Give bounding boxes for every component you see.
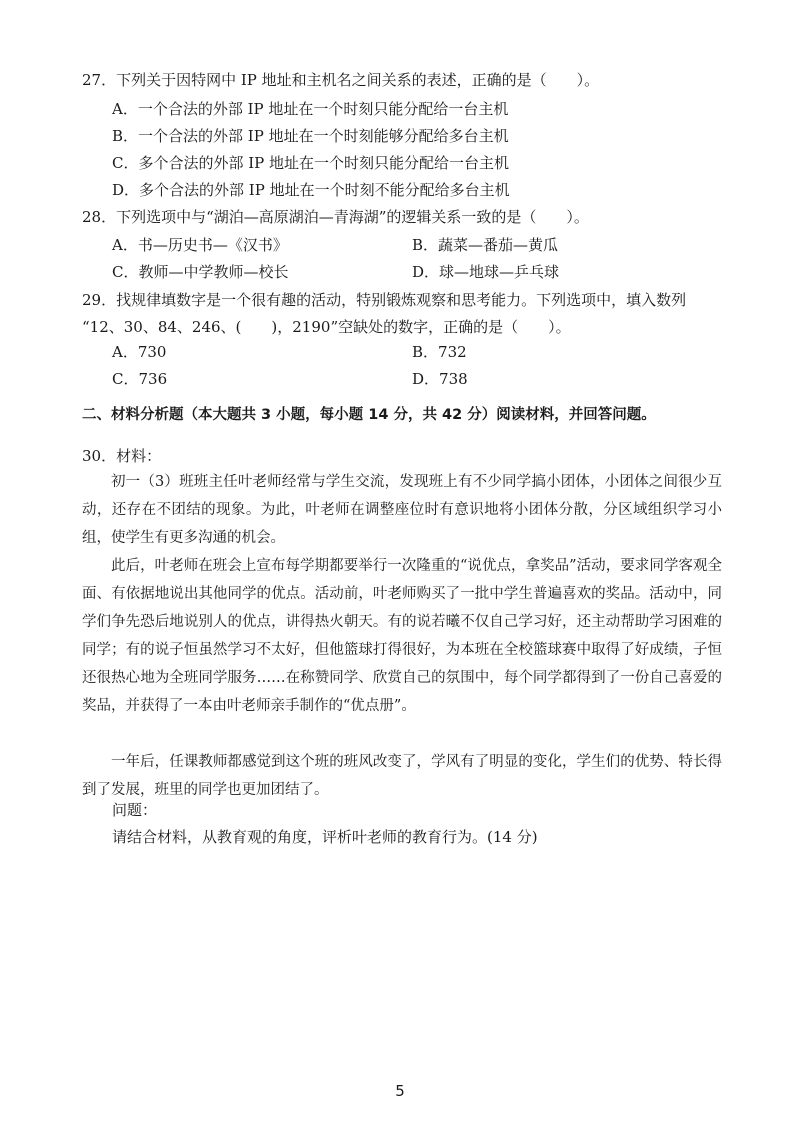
q30-label: 30．材料：: [82, 447, 162, 465]
q27-option-a: A．一个合法的外部 IP 地址在一个时刻只能分配给一台主机: [112, 100, 509, 118]
q29-option-b: B．732: [412, 343, 467, 361]
q28-stem: 28．下列选项中与“湖泊—高原湖泊—青海湖”的逻辑关系一致的是（ ）。: [82, 208, 589, 226]
q27-option-c: C．多个合法的外部 IP 地址在一个时刻只能分配给一台主机: [112, 154, 510, 172]
q29-option-a: A．730: [112, 343, 167, 361]
q27-option-b: B．一个合法的外部 IP 地址在一个时刻能够分配给多台主机: [112, 127, 509, 145]
page-number: 5: [395, 1082, 405, 1100]
q30-question-label: 问题：: [112, 801, 158, 819]
q27-stem: 27．下列关于因特网中 IP 地址和主机名之间关系的表述，正确的是（ ）。: [82, 71, 600, 89]
q29-stem-line2: “12、30、84、246、( )，2190”空缺处的数字，正确的是（ ）。: [82, 318, 571, 336]
q30-question-text: 请结合材料，从教育观的角度，评析叶老师的教育行为。(14 分): [112, 828, 538, 846]
material-paragraph-2: 此后，叶老师在班会上宣布每学期都要举行一次隆重的“说优点，拿奖品”活动，要求同学客观全面、有依据地说出其他同学的优点。活动前，叶老师购买了一批中学生普遍喜欢的奖品。活动中，同学们争先恐后地说别人的优点，讲得热火朝天。有的说若曦不仅自己学习好，还主动帮助学习困难的同学；有的说子恒虽然学习不太好，但他篮球打得很好，为本班在全校篮球赛中取得了好成绩，子恒还很热心地为全班同学服务……在称赞同学、欣赏自己的氛围中，每个同学都得到了一份自己喜爱的奖品，并获得了一本由叶老师亲手制作的“优点册”。: [82, 558, 722, 714]
q29-stem-line1: 29．找规律填数字是一个很有趣的活动，特别锻炼观察和思考能力。下列选项中，填入数列: [82, 291, 687, 309]
q28-option-b: B．蔬菜—番茄—黄瓜: [412, 236, 559, 254]
q29-option-c: C．736: [112, 370, 168, 388]
material-paragraph-3: 一年后，任课教师都感觉到这个班的班风改变了，学风有了明显的变化，学生们的优势、特长得到了发展，班里的同学也更加团结了。: [82, 754, 722, 798]
q27-option-d: D．多个合法的外部 IP 地址在一个时刻不能分配给多台主机: [112, 181, 510, 199]
material-paragraph-1: 初一（3）班班主任叶老师经常与学生交流，发现班上有不少同学搞小团体，小团体之间很少互动，还存在不团结的现象。为此，叶老师在调整座位时有意识地将小团体分散，分区域组织学习小组，使学生有更多沟通的机会。: [82, 474, 722, 546]
q28-option-a: A．书—历史书—《汉书》: [112, 236, 288, 254]
q28-option-c: C．教师—中学教师—校长: [112, 263, 289, 281]
q28-option-d: D．球—地球—乒乓球: [412, 263, 560, 281]
q29-option-d: D．738: [412, 370, 468, 388]
section-2-heading: 二、材料分析题（本大题共 3 小题，每小题 14 分，共 42 分）阅读材料，并回答问题。: [82, 407, 656, 423]
